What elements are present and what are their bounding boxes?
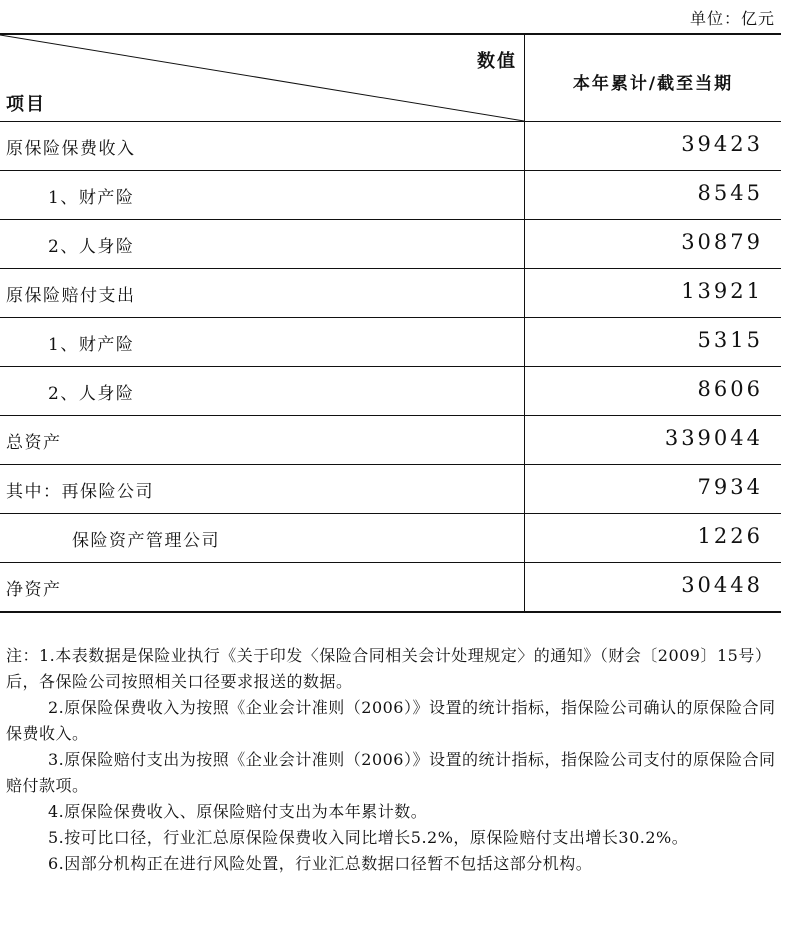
row-value: 339044 — [664, 426, 763, 450]
table-row — [0, 121, 781, 171]
row-label: 原保险保费收入 — [6, 139, 136, 159]
row-label: 1、财产险 — [48, 188, 135, 208]
table-header — [0, 33, 781, 122]
statistics-table — [0, 33, 781, 613]
row-label: 1、财产险 — [48, 335, 135, 355]
row-value: 8545 — [697, 181, 763, 205]
row-value: 8606 — [697, 377, 763, 401]
table-row — [0, 562, 781, 611]
row-label: 保险资产管理公司 — [72, 531, 220, 551]
note-2: 2.原保险保费收入为按照《企业会计准则（2006）》设置的统计指标，指保险公司确认的原保险合同保费收入。 — [6, 698, 776, 743]
table-row — [0, 464, 781, 514]
column-divider — [524, 33, 525, 613]
header-diagonal-line — [0, 33, 525, 121]
note-3: 3.原保险赔付支出为按照《企业会计准则（2006）》设置的统计指标，指保险公司支付的原保险合同赔付款项。 — [6, 750, 776, 795]
table-bottom-border — [0, 611, 781, 613]
row-value: 39423 — [681, 132, 763, 156]
notes-section — [6, 643, 778, 877]
table-row — [0, 317, 781, 367]
note-4: 4.原保险保费收入、原保险赔付支出为本年累计数。 — [48, 802, 428, 821]
row-value: 1226 — [697, 524, 763, 548]
table-row — [0, 366, 781, 416]
table-row — [0, 415, 781, 465]
table-row — [0, 219, 781, 269]
unit-label: 单位：亿元 — [689, 9, 775, 28]
row-value: 13921 — [681, 279, 763, 303]
row-label: 总资产 — [6, 433, 62, 453]
row-label: 其中：再保险公司 — [6, 482, 154, 502]
row-label: 2、人身险 — [48, 384, 135, 404]
note-1: 注：1.本表数据是保险业执行《关于印发〈保险合同相关会计处理规定〉的通知》（财会〔2009〕15号）后，各保险公司按照相关口径要求报送的数据。 — [6, 646, 772, 691]
row-label: 原保险赔付支出 — [6, 286, 136, 306]
row-label: 净资产 — [6, 580, 62, 600]
header-item-label: 项目 — [6, 94, 46, 115]
row-value: 30448 — [681, 573, 763, 597]
note-5: 5.按可比口径，行业汇总原保险保费收入同比增长5.2%，原保险赔付支出增长30.2%。 — [48, 828, 689, 847]
table-row — [0, 268, 781, 318]
row-label: 2、人身险 — [48, 237, 135, 257]
note-6: 6.因部分机构正在进行风险处置，行业汇总数据口径暂不包括这部分机构。 — [48, 854, 593, 873]
row-value: 30879 — [681, 230, 763, 254]
row-value: 7934 — [697, 475, 763, 499]
header-value-label: 数值 — [477, 51, 517, 72]
header-column-label: 本年累计/截至当期 — [572, 74, 734, 94]
row-value: 5315 — [697, 328, 763, 352]
table-row — [0, 170, 781, 220]
table-row — [0, 513, 781, 563]
